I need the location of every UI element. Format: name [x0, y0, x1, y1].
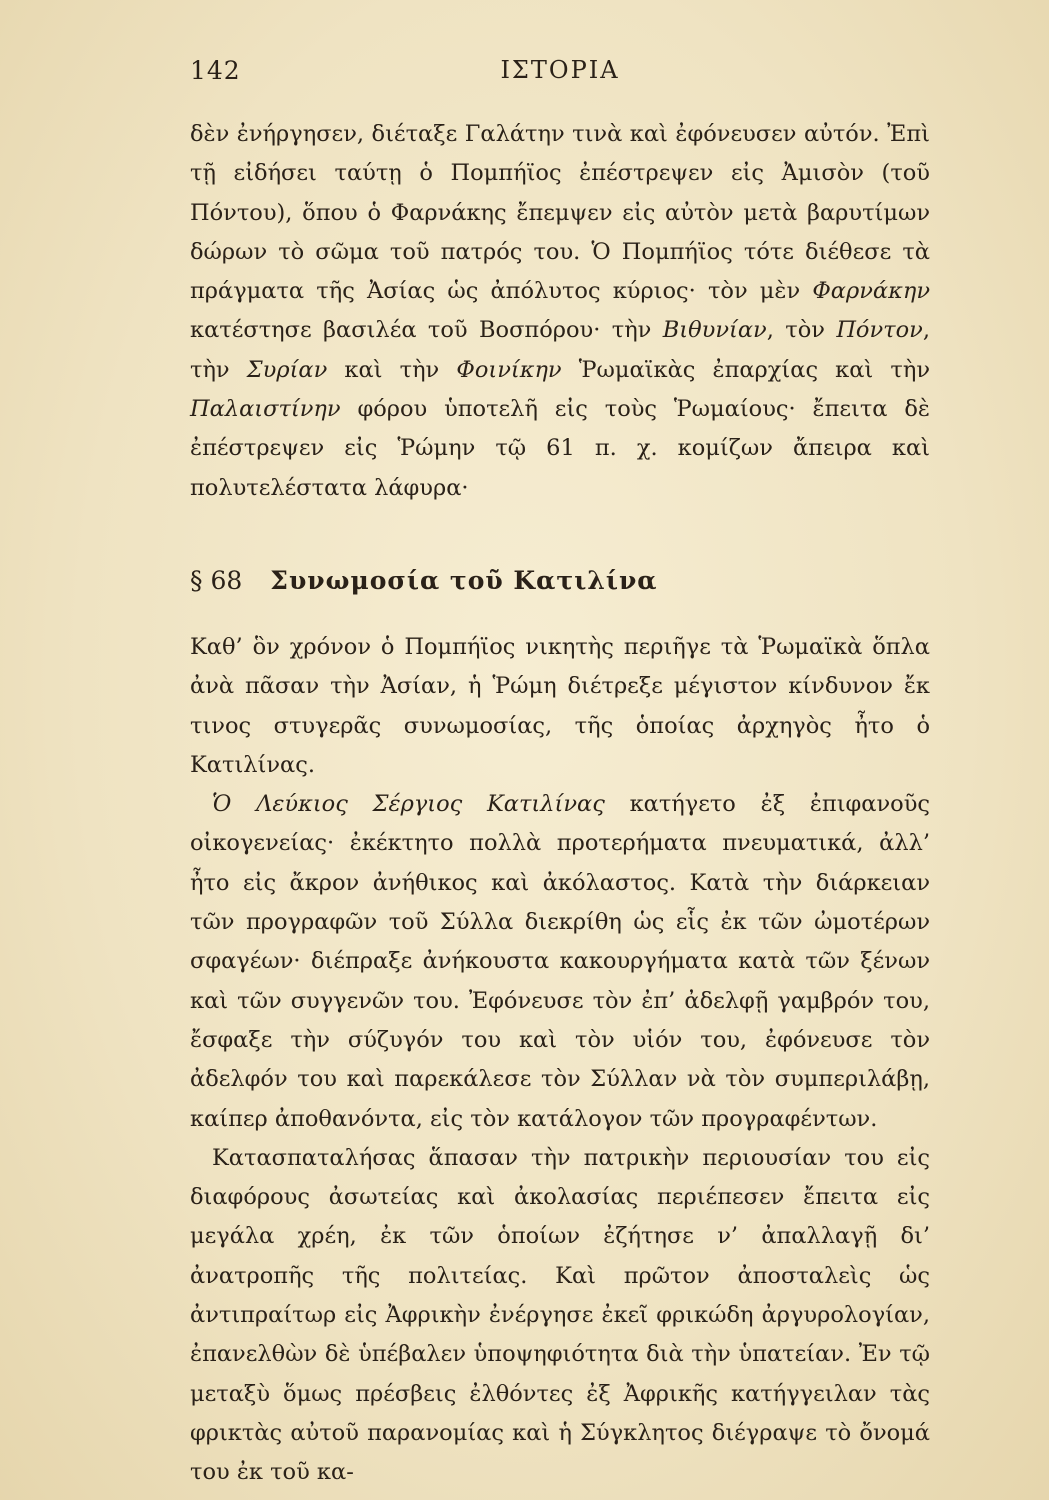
section-heading — [190, 561, 930, 601]
text-segment: καὶ τὴν — [327, 356, 457, 383]
text-segment: κατέστησε βασιλέα τοῦ Βοσπόρου· τὴν — [190, 317, 663, 344]
page-header — [190, 56, 930, 96]
paragraph-3 — [190, 785, 930, 1139]
italic-term: Φαρνάκην — [812, 278, 930, 305]
italic-term: Φοινίκην — [456, 356, 562, 383]
paragraph-1 — [190, 115, 930, 508]
paragraph-4 — [190, 1139, 930, 1493]
text-segment: , τὴν — [190, 317, 930, 383]
text-segment: Ῥωμαϊκὰς ἐπαρχίας καὶ τὴν — [561, 356, 931, 383]
page-number: 142 — [190, 56, 241, 85]
section-number: § 68 — [190, 565, 243, 595]
italic-term: Βιθυνίαν — [662, 317, 767, 344]
italic-term: Συρίαν — [246, 356, 328, 383]
text-segment: , τὸν — [766, 317, 837, 344]
text-segment: φόρου ὑποτελῆ εἰς τοὺς Ῥωμαίους· ἔπειτα δὲ ἐπέστρεψεν εἰς Ῥώμην τῷ 61 π. χ. κομίζων ἄπειρα καὶ πολυτελέστατα λάφυρα· — [190, 396, 930, 501]
text-segment: δὲν ἐνήργησεν, διέταξε Γαλάτην τινὰ καὶ ἐφόνευσεν αὐτόν. Ἐπὶ τῇ εἰδήσει ταύτῃ ὁ Πομπήϊος ἐπέστρεψεν εἰς Ἀμισὸν (τοῦ Πόντου), ὅπου ὁ Φαρνάκης ἔπεμψεν εἰς αὐτὸν μετὰ βαρυτίμων δώρων τὸ σῶμα τοῦ πατρός του. Ὁ Πομπήϊος τότε διέθεσε τὰ πράγματα τῆς Ἀσίας ὡς ἀπόλυτος κύριος· τὸν μὲν — [190, 121, 930, 305]
page-body — [190, 115, 930, 1493]
running-title: ΙΣΤΟΡΙΑ — [500, 56, 620, 84]
text-segment: κατήγετο ἐξ ἐπιφανοῦς οἰκογενείας· ἐκέκτητο πολλὰ προτερήματα πνευματικά, ἀλλ’ ἦτο εἰς ἄκρον ἀνήθικος καὶ ἀκόλαστος. Κατὰ τὴν διάρκειαν τῶν προγραφῶν τοῦ Σύλλα διεκρίθη ὡς εἷς ἐκ τῶν ὠμοτέρων σφαγέων· διέπραξε ἀνήκουστα κακουργήματα κατὰ τῶν ξένων καὶ τῶν συγγενῶν του. Ἐφόνευσε τὸν ἐπ’ ἀδελφῇ γαμβρόν του, ἔσφαξε τὴν σύζυγόν του καὶ τὸν υἱόν του, ἐφόνευσε τὸν ἀδελφόν του καὶ παρεκάλεσε τὸν Σύλλαν νὰ τὸν συμπεριλάβῃ, καίπερ ἀποθανόντα, εἰς τὸν κατάλογον τῶν προγραφέντων. — [190, 791, 930, 1132]
section-title: Συνωμοσία τοῦ Κατιλίνα — [270, 565, 658, 595]
paragraph-2 — [190, 628, 930, 785]
text-segment: Καθ’ ὃν χρόνον ὁ Πομπήϊος νικητὴς περιῆγε τὰ Ῥωμαϊκὰ ὅπλα ἀνὰ πᾶσαν τὴν Ἀσίαν, ἡ Ῥώμη διέτρεξε μέγιστον κίνδυνον ἔκ τινος στυγερᾶς συνωμοσίας, τῆς ὁποίας ἀρχηγὸς ἦτο ὁ Κατιλίνας. — [190, 633, 930, 778]
italic-name: Ὁ Λεύκιος Σέργιος Κατιλίνας — [212, 791, 605, 818]
italic-term: Πόντον — [836, 317, 923, 344]
italic-term: Παλαιστίνην — [190, 396, 341, 423]
text-segment: Κατασπαταλήσας ἅπασαν τὴν πατρικὴν περιουσίαν του εἰς διαφόρους ἀσωτείας καὶ ἀκολασίας περιέπεσεν ἔπειτα εἰς μεγάλα χρέη, ἐκ τῶν ὁποίων ἐζήτησε ν’ ἀπαλλαγῇ δι’ ἀνατροπῆς τῆς πολιτείας. Καὶ πρῶτον ἀποσταλεὶς ὡς ἀντιπραίτωρ εἰς Ἀφρικὴν ἐνέργησε ἐκεῖ φρικώδη ἀργυρολογίαν, ἐπανελθὼν δὲ ὑπέβαλεν ὑποψηφιότητα διὰ τὴν ὑπατείαν. Ἐν τῷ μεταξὺ ὅμως πρέσβεις ἐλθόντες ἐξ Ἀφρικῆς κατήγγειλαν τὰς φρικτὰς αὐτοῦ παρανομίας καὶ ἡ Σύγκλητος διέγραψε τὸ ὄνομά του ἐκ τοῦ κα- — [190, 1144, 930, 1486]
